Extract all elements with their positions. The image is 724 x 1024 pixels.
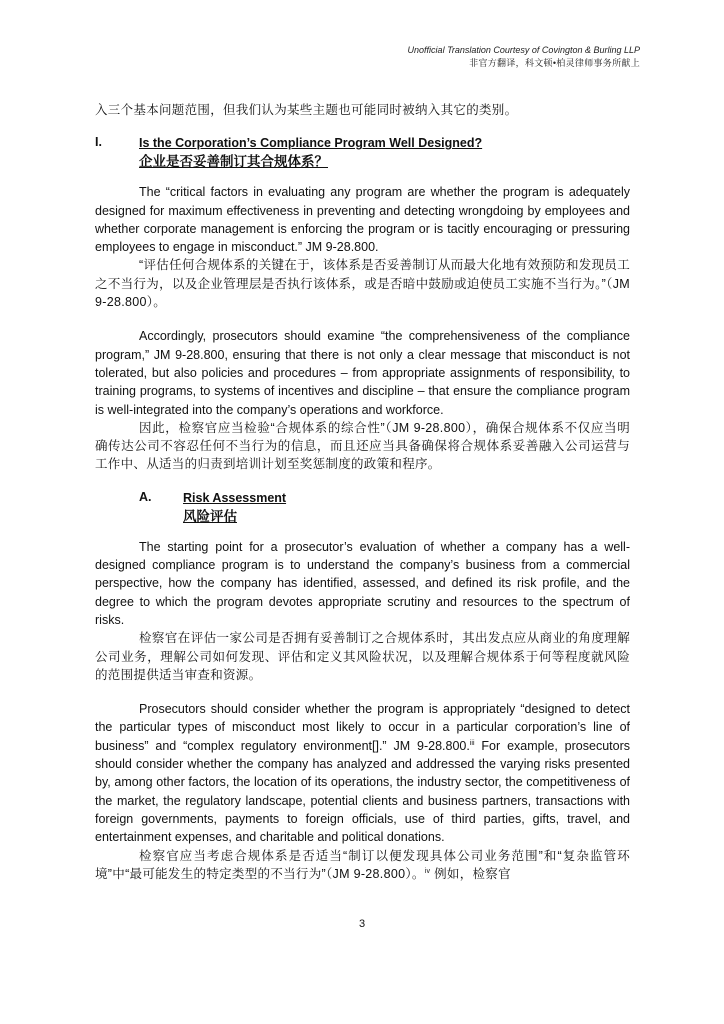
subsection-number: A.	[139, 489, 152, 504]
paragraph-3-en: The starting point for a prosecutor’s evaluation of whether a company has a well-designed compliance program is to understand the company’s business from a commercial perspective, how the company has identified, assessed, and defined its risk profile, and the degree to which the program devotes appropriate scrutiny and resources to the spectrum of risks.	[95, 539, 630, 627]
endnote-marker-iv[interactable]: iv	[424, 867, 431, 875]
paragraph-4-en-part-a: Prosecutors should consider whether the program is appropriately “designed to detect the particular types of misconduct most likely to occur in a particular corporation’s line of business” and “complex regulatory environment[].” JM 9-28.800.	[95, 702, 630, 753]
section-heading	[95, 135, 630, 171]
subsection-title-en: Risk Assessment	[183, 490, 287, 505]
paragraph-1-zh: “评估任何合规体系的关键在于，该体系是否妥善制订从而最大化地有效预防和发现员工之不当行为，以及企业管理层是否执行该体系，或是否暗中鼓励或迫使员工实施不当行为。”（JM 9-28.800）。	[95, 258, 630, 310]
intro-paragraph-zh: 入三个基本问题范围，但我们认为某些主题也可能同时被纳入其它的类别。	[95, 103, 518, 117]
section-number: I.	[95, 135, 102, 150]
paragraph-2-en: Accordingly, prosecutors should examine “the comprehensiveness of the compliance program,” JM 9-28.800, ensuring that there is not only a clear message that misconduct is not tolerated, but also policies and procedures – from appropriate assignments of responsibility, to training programs, to systems of incentives and discipline – that ensure the compliance program is well-integrated into the company’s operations and workforce.	[95, 329, 630, 417]
paragraph-4-zh	[95, 847, 630, 884]
page-number: 3	[358, 918, 366, 930]
paragraph-1-en: The “critical factors in evaluating any program are whether the program is adequately designed for maximum effectiveness in preventing and detecting wrongdoing by employees and whether corporate management is enforcing the program or is tacitly encouraging or pressuring employees to engage in misconduct.” JM 9-28.800.	[95, 185, 630, 255]
header-line-en: Unofficial Translation Courtesy of Covington & Burling LLP	[407, 45, 640, 55]
translation-header	[408, 44, 640, 70]
paragraph-3-zh: 检察官在评估一家公司是否拥有妥善制订之合规体系时，其出发点应从商业的角度理解公司业务，理解公司如何发现、评估和定义其风险状况，以及理解合规体系于何等程度就风险的范围提供适当审查和资源。	[95, 631, 630, 682]
subsection-heading	[139, 490, 630, 526]
header-line-zh: 非官方翻译，科文顿•柏灵律师事务所献上	[469, 58, 640, 68]
paragraph-2-zh: 因此，检察官应当检验“合规体系的综合性”（JM 9-28.800），确保合规体系不仅应当明确传达公司不容忍任何不当行为的信息，而且还应当具备确保将合规体系妥善融入公司运营与工作中、从适当的归责到培训计划至奖惩制度的政策和程序。	[95, 420, 630, 472]
subsection-title-zh: 风险评估	[183, 508, 237, 524]
paragraph-4-en-part-b: For example, prosecutors should consider whether the company has analyzed and addressed the varying risks presented by, among other factors, the location of its operations, the industry sector, the competitiveness of the market, the regulatory landscape, potential clients and business partners, transactions with foreign governments, payments to foreign officials, use of third parties, gifts, travel, and entertainment expenses, and charitable and political donations.	[95, 738, 630, 845]
paragraph-4-en	[95, 700, 630, 846]
paragraph-4-zh-part-a: 检察官应当考虑合规体系是否适当“制订以便发现具体公司业务范围”和“复杂监管环境”中“最可能发生的特定类型的不当行为”（JM 9-28.800）。	[95, 848, 630, 881]
endnote-marker-iii[interactable]: iii	[469, 739, 475, 747]
paragraph-4-zh-part-b: 例如，检察官	[430, 866, 511, 881]
section-title-en: Is the Corporation’s Compliance Program Well Designed?	[139, 136, 483, 151]
section-title-zh: 企业是否妥善制订其合规体系？	[139, 154, 328, 170]
page-content	[95, 101, 630, 883]
